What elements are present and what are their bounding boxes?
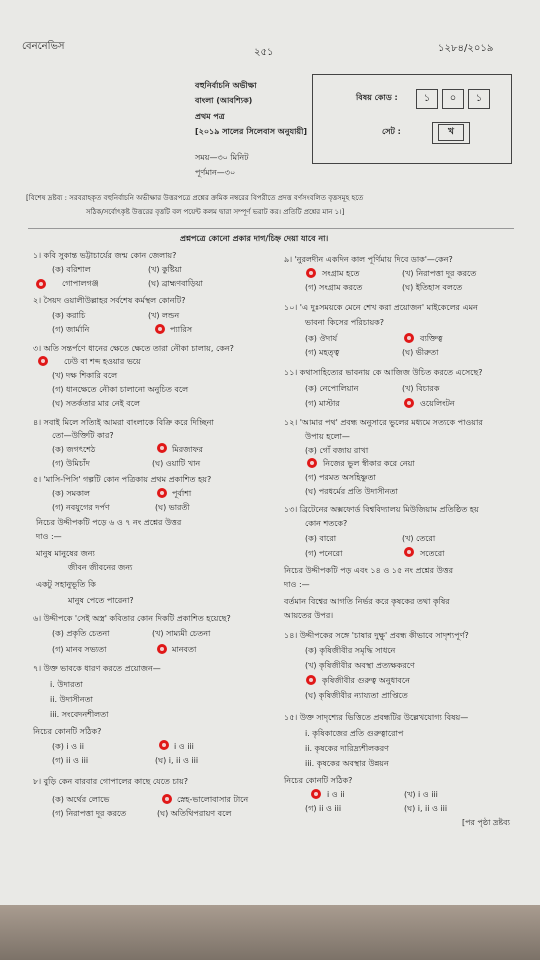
header-left-text: বেননেভিস: [22, 41, 65, 52]
stimulus-text: আয়তের উপর।: [284, 611, 334, 620]
option: (ঘ) ইতিহাস বলতে: [402, 283, 463, 292]
option: (গ) নিরাপত্তা দূর করতে: [52, 809, 127, 818]
marked-answer[interactable]: [306, 675, 316, 685]
option: (গ) পরমত অসহিষ্ণুতা: [305, 473, 376, 482]
option: মিরজাফর: [172, 445, 203, 454]
option: (ক) করাচি: [52, 311, 86, 320]
option: পূর্বাশা: [172, 489, 192, 498]
question-text: ১০। 'এ দুঃসময়কে মেনে শেখ করা প্রয়োজন' মাইকেলের এমন: [284, 303, 478, 312]
marked-answer[interactable]: [157, 644, 167, 654]
exam-time: সময়—৩০ মিনিট: [195, 153, 249, 162]
option: (ক) গোঁ বজায় রাখা: [305, 446, 369, 455]
option: (গ) পনেরো: [305, 549, 343, 558]
option: সংগ্রাম হতে: [322, 269, 360, 278]
statement: iii. সংবেদনশীলতা: [50, 710, 109, 719]
option: (ক) i ও ii: [52, 742, 85, 751]
question-text: ভাবনা কিসের পরিচায়ক?: [305, 318, 385, 327]
option: (গ) জার্মানি: [52, 325, 90, 334]
option: (ঘ) ভীরুতা: [402, 348, 439, 357]
exam-subject: বাংলা (আবশ্যিক): [195, 96, 253, 105]
option: (ঘ) অতিথিপরায়ণ বলে: [157, 809, 232, 818]
option: (গ) ধানক্ষেতে নৌকা চালানো অনুচিত বলে: [52, 385, 189, 394]
stimulus-text: দাও :—: [36, 532, 62, 541]
stimulus-text: দাও :—: [284, 580, 310, 589]
option: (ঘ) i, ii ও iii: [155, 756, 199, 765]
question-text: ১৪। উদ্দীপকের সঙ্গে 'চাষার দুক্ষু' প্রবন্ধ কীভাবে সাদৃশ্যপূর্ণ?: [284, 631, 469, 640]
marked-answer[interactable]: [307, 458, 317, 468]
marked-answer[interactable]: [311, 789, 321, 799]
exam-syllabus: [২০১৯ সালের সিলেবাস অনুযায়ী]: [195, 127, 308, 136]
marked-answer[interactable]: [404, 547, 414, 557]
marked-answer[interactable]: [404, 333, 414, 343]
stimulus-text: নিচের উদ্দীপকটি পড়ে ৬ ও ৭ নং প্রশ্নের উত্তর: [36, 518, 182, 527]
option: গোপালগঞ্জ: [62, 279, 99, 288]
option: (খ) তেরো: [402, 534, 436, 543]
option: ঢেউ বা শব্দ হওয়ার ভয়ে: [64, 357, 141, 366]
option: (গ) মাস্টার: [305, 399, 340, 408]
option: (ক) নেপোলিয়ান: [305, 384, 359, 393]
next-page-note: [পর পৃষ্ঠা দ্রষ্টব্য: [462, 818, 510, 827]
statement: ii. উদাসীনতা: [50, 695, 93, 704]
header-code: ১২৮৪/২০১৯: [438, 43, 494, 54]
option: (গ) সংগ্রাম করতে: [305, 283, 363, 292]
subject-code-digit: ০: [442, 89, 464, 109]
option: (ক) কৃষিজীবীর সমৃদ্ধি সাধনে: [305, 646, 396, 655]
background-surface: [0, 905, 540, 960]
question-text: ১২। 'আমার পথ' প্রবন্ধ অনুসারে ভুলের মধ্যমে সত্যকে পাওয়ার: [284, 418, 483, 427]
question-text: ৫। 'মাসি-পিসি' গল্পটি কোন পত্রিকায় প্রথম প্রকাশিত হয়?: [33, 475, 212, 484]
marked-answer[interactable]: [155, 324, 165, 334]
option: স্নেহ-ভালোবাসার টানে: [177, 795, 249, 804]
option: নিজের ভুল স্বীকার করে নেয়া: [323, 459, 415, 468]
option: (ঘ) সতর্কতার মার নেই বলে: [52, 399, 140, 408]
option: (খ) সাম্যমী চেতনা: [152, 629, 211, 638]
exam-paper: প্রথম পত্র: [195, 112, 225, 121]
option: (গ) ii ও iii: [52, 756, 89, 765]
option: (গ) মহত্ত্ব: [305, 348, 340, 357]
statement: iii. কৃষকের অবস্থার উন্নয়ন: [305, 759, 389, 768]
option: (খ) কৃষিজীবীর অবস্থা প্রত্যক্ষকরণে: [305, 661, 415, 670]
subject-code-label: বিষয় কোড :: [356, 93, 398, 102]
option: (খ) বিচারক: [402, 384, 440, 393]
option: (ক) সমকাল: [52, 489, 90, 498]
marked-answer[interactable]: [404, 398, 414, 408]
question-text: ১১। কথাসাহিত্যের ভাবনায় কে আজিজ উচিত করতে এসেছে?: [284, 368, 483, 377]
question-text: ৯। 'নুরলদীন একদিন কাল পূর্ণিমায় দিবে ডাক'—কেন?: [284, 255, 453, 264]
option: (ঘ) i, ii ও iii: [404, 804, 448, 813]
question-text: তো—উক্তিটি কার?: [52, 431, 114, 440]
stimulus-poem: একটু সহানুভূতি কি: [36, 580, 96, 589]
subject-code-box: [312, 74, 512, 164]
option: সতেরো: [420, 549, 445, 558]
option: (গ) মানব সভ্যতা: [52, 645, 107, 654]
question-text: ২। সৈয়দ ওয়ালীউল্লাহর সর্বশেষ কর্মস্থল কোনটি?: [33, 296, 186, 305]
option: প্যারিস: [170, 325, 193, 334]
question-text: নিচের কোনটি সঠিক?: [33, 727, 102, 736]
question-text: ৭। উক্ত ভাবকে ধারণ করতে প্রয়োজন—: [33, 664, 161, 673]
question-text: ৪। সবাই মিলে সত্যিই আমরা বাংলাকে বিক্রি করে দিচ্ছিনা: [33, 418, 214, 427]
stimulus-poem: মানুষ পেতে পারেনা?: [68, 596, 134, 605]
stimulus-poem: মানুষ মানুষের জন্য: [36, 549, 95, 558]
statement: ii. কৃষকের দারিদ্র্যশীলকরণ: [305, 744, 389, 753]
option: (ঘ) কৃষিজীবীর ন্যায্যতা প্রাপ্তিতে: [305, 691, 408, 700]
subject-code-digit: ১: [416, 89, 438, 109]
option: (ক) প্রকৃতি চেতনা: [52, 629, 110, 638]
option: (ক) ঔদার্য: [305, 334, 338, 343]
instruction-note: প্রশ্নপত্রে কোনো প্রকার দাগ/চিহ্ন দেয়া যাবে না।: [180, 234, 329, 243]
option: (ক) জগৎশেঠ: [52, 445, 96, 454]
statement: i. কৃষিকাজের প্রতি গুরুত্বারোপ: [305, 729, 404, 738]
option: (খ) কুষ্টিয়া: [148, 265, 182, 274]
option: (ঘ) পরধর্মের প্রতি উদাসীনতা: [305, 487, 398, 496]
option: i ও iii: [174, 742, 194, 751]
option: (গ) নবযুগের দর্পণ: [52, 503, 110, 512]
option: (খ) দক্ষ শিকারি বলে: [52, 371, 118, 380]
stimulus-text: নিচের উদ্দীপকটি পড় এবং ১৪ ও ১৫ নং প্রশ্নের উত্তর: [284, 566, 453, 575]
option: (ক) অর্থের লোভে: [52, 795, 110, 804]
option: ওয়েলিংটন: [420, 399, 455, 408]
marked-answer[interactable]: [157, 488, 167, 498]
question-text: কোন শতকে?: [305, 519, 348, 528]
marked-answer[interactable]: [306, 268, 316, 278]
option: (খ) লন্ডন: [148, 311, 180, 320]
option: (ঘ) ব্রাহ্মণবাড়িয়া: [148, 279, 203, 288]
option: i ও ii: [327, 790, 345, 799]
stimulus-poem: জীবন জীবনের জন্য: [68, 563, 133, 572]
question-text: ১। কবি সুকান্ত ভট্টাচার্যের জন্ম কোন জেলায়?: [33, 251, 177, 260]
statement: i. উদারতা: [50, 680, 83, 689]
question-text: ৮। বুড়ি কেন বারবার গোপালের কাছে যেতে চায়?: [33, 777, 189, 786]
option: (ঘ) ওয়াটি খান: [152, 459, 201, 468]
subject-code-digit: ১: [468, 89, 490, 109]
marked-answer[interactable]: [36, 279, 46, 289]
header-page-number: ২৫১: [254, 47, 274, 58]
stimulus-text: বর্তমান বিশ্বের আগতি নির্ভর করে কৃষকের তথা কৃষির: [284, 597, 450, 606]
exam-marks: পূর্ণমান—৩০: [195, 168, 236, 177]
question-text: ১৩। ব্রিটেনের অক্সফোর্ড বিশ্ববিদ্যালয় মিউজিয়াম প্রতিষ্ঠিত হয়: [284, 505, 479, 514]
marked-answer[interactable]: [162, 794, 172, 804]
option: মানবতা: [172, 645, 197, 654]
instruction-line-1: [বিশেষ দ্রষ্টব্য : সরবরাহকৃত বহুনির্বাচনি অভীক্ষার উত্তরপত্রে প্রশ্নের ক্রমিক নম্বরের বিপরীতে প্রদত্ত বর্ণসংবলিত বৃত্তসমূহ হতে: [26, 194, 364, 202]
marked-answer[interactable]: [159, 740, 169, 750]
set-label: সেট :: [382, 127, 401, 136]
marked-answer[interactable]: [157, 443, 167, 453]
question-text: উপায় হলো—: [305, 432, 350, 441]
instruction-line-2: সঠিক/সর্বোৎকৃষ্ট উত্তরের বৃত্তটি বল পয়েন্ট কলম দ্বারা সম্পূর্ণ ভরাট কর। প্রতিটি প্রশ্নের মান ১।]: [86, 208, 345, 216]
option: (গ) উমিচাঁদ: [52, 459, 90, 468]
option: কৃষিজীবীর গুরুত্ব অনুধাবনে: [322, 676, 410, 685]
option: ব্যক্তিত্ব: [420, 334, 443, 343]
question-text: ১৫। উক্ত সাদৃশ্যের ভিত্তিতে প্রবন্ধটির উল্লেখযোগ্য বিষয়—: [284, 713, 469, 722]
question-text: ৬। উদ্দীপকে 'সেই অস্ত্র' কবিতার কোন দিকটি প্রকাশিত হয়েছে?: [33, 614, 231, 623]
question-text: নিচের কোনটি সঠিক?: [284, 776, 353, 785]
option: (গ) ii ও iii: [305, 804, 342, 813]
option: (ক) বরিশাল: [52, 265, 91, 274]
option: (ক) বারো: [305, 534, 337, 543]
marked-answer[interactable]: [38, 356, 48, 366]
divider: [28, 228, 514, 229]
exam-title: বহুনির্বাচনি অভীক্ষা: [195, 81, 257, 90]
set-value: খ: [438, 124, 464, 141]
option: (ঘ) ভারতী: [155, 503, 190, 512]
option: (খ) i ও iii: [404, 790, 438, 799]
option: (খ) নিরাপত্তা দূর করতে: [402, 269, 477, 278]
question-text: ৩। অতি সন্তর্পণে ধানের ক্ষেতে ক্ষেতে তারা নৌকা চালায়, কেন?: [33, 344, 234, 353]
